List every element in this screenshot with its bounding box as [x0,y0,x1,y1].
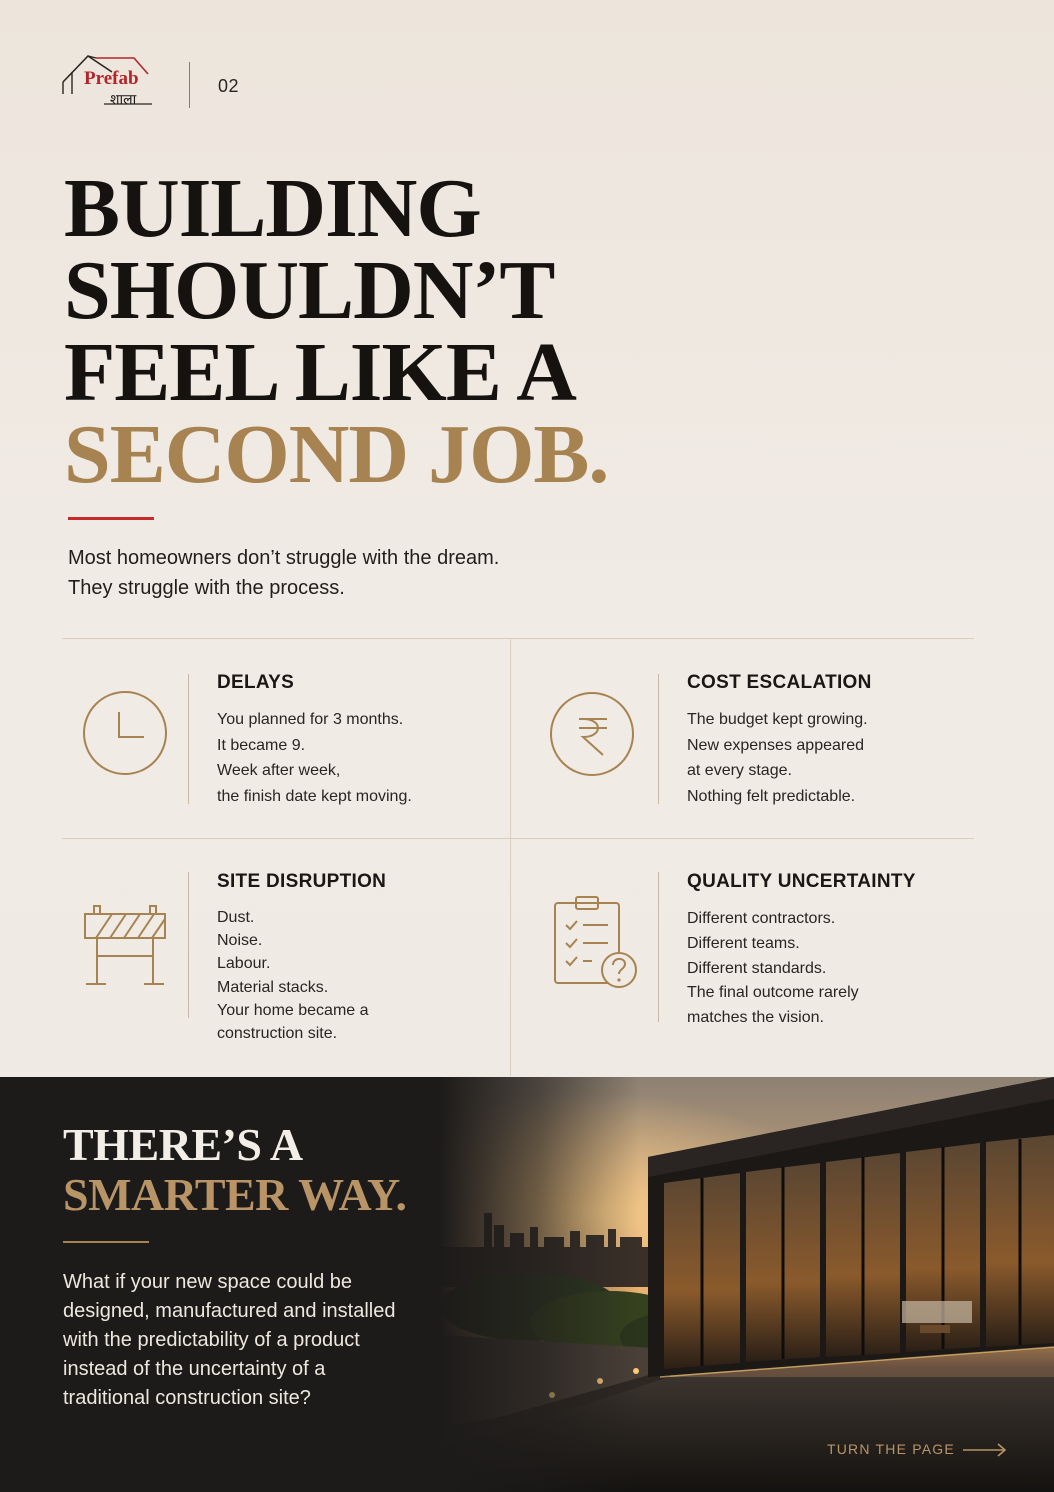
card-line: Different teams. [687,934,800,952]
cta-rule [63,1241,149,1243]
intro-text [68,543,499,603]
card-line: Nothing felt predictable. [687,787,856,805]
turn-the-page-link[interactable]: TURN THE PAGE [827,1441,955,1457]
card-line: the finish date kept moving. [217,787,412,805]
barrier-icon [82,904,168,988]
checklist-question-icon [552,893,640,993]
card-line: at every stage. [687,762,792,780]
photo-fade [440,1077,640,1492]
headline-line-1: BUILDING [64,162,481,255]
arrow-right-icon[interactable] [963,1443,1007,1457]
headline-highlight: SECOND JOB. [64,408,609,501]
card-line: Dust. [217,909,255,926]
card-divider [658,872,659,1022]
clock-icon [82,690,168,776]
cta-title [63,1120,406,1220]
card-divider [658,674,659,804]
card-title: SITE DISRUPTION [217,871,387,892]
card-line: The budget kept growing. [687,711,868,728]
grid-divider-middle [62,838,974,839]
cta-line: What if your new space could be [63,1271,353,1293]
card-line: New expenses appeared [687,736,865,754]
card-line: matches the vision. [687,1009,824,1027]
intro-line-1: Most homeowners don’t struggle with the dream. [68,547,500,569]
card-divider [188,674,189,804]
card-body [687,907,859,1031]
grid-divider-top [62,638,974,639]
card-line: Labour. [217,955,271,973]
cta-line: with the predictability of a product [63,1329,360,1351]
card-title: DELAYS [217,672,295,693]
brand-name: Prefab [84,68,139,89]
headline [64,162,764,501]
rupee-icon [549,691,635,777]
page-number: 02 [218,76,240,96]
header-divider [189,62,190,108]
headline-line-2: SHOULDN’T [64,244,555,337]
card-line: You planned for 3 months. [217,711,404,728]
headline-line-3: FEEL LIKE A [64,326,576,419]
card-line: The final outcome rarely [687,984,859,1002]
card-line: Material stacks. [217,978,329,996]
cta-line: traditional construction site? [63,1387,311,1409]
brand-sub: शाला [110,92,137,108]
intro-line-2: They struggle with the process. [68,577,345,599]
grid-divider-vertical [510,638,511,1076]
card-line: Different standards. [687,959,827,977]
card-body [217,707,412,809]
card-title: COST ESCALATION [687,672,872,693]
card-line: construction site. [217,1025,338,1043]
card-line: Different contractors. [687,910,836,927]
card-body [687,707,868,809]
brand-logo [60,52,160,110]
card-line: Week after week, [217,762,341,780]
card-body [217,906,369,1045]
cta-body [63,1268,395,1413]
cta-title-highlight: SMARTER WAY. [63,1169,407,1220]
card-line: It became 9. [217,736,306,754]
cta-line: instead of the uncertainty of a [63,1358,326,1380]
card-divider [188,872,189,1018]
accent-rule [68,517,154,520]
card-title: QUALITY UNCERTAINTY [687,871,916,892]
card-line: Noise. [217,932,263,950]
cta-title-line: THERE’S A [63,1119,303,1170]
card-line: Your home became a [217,1001,369,1019]
cta-line: designed, manufactured and installed [63,1300,396,1322]
